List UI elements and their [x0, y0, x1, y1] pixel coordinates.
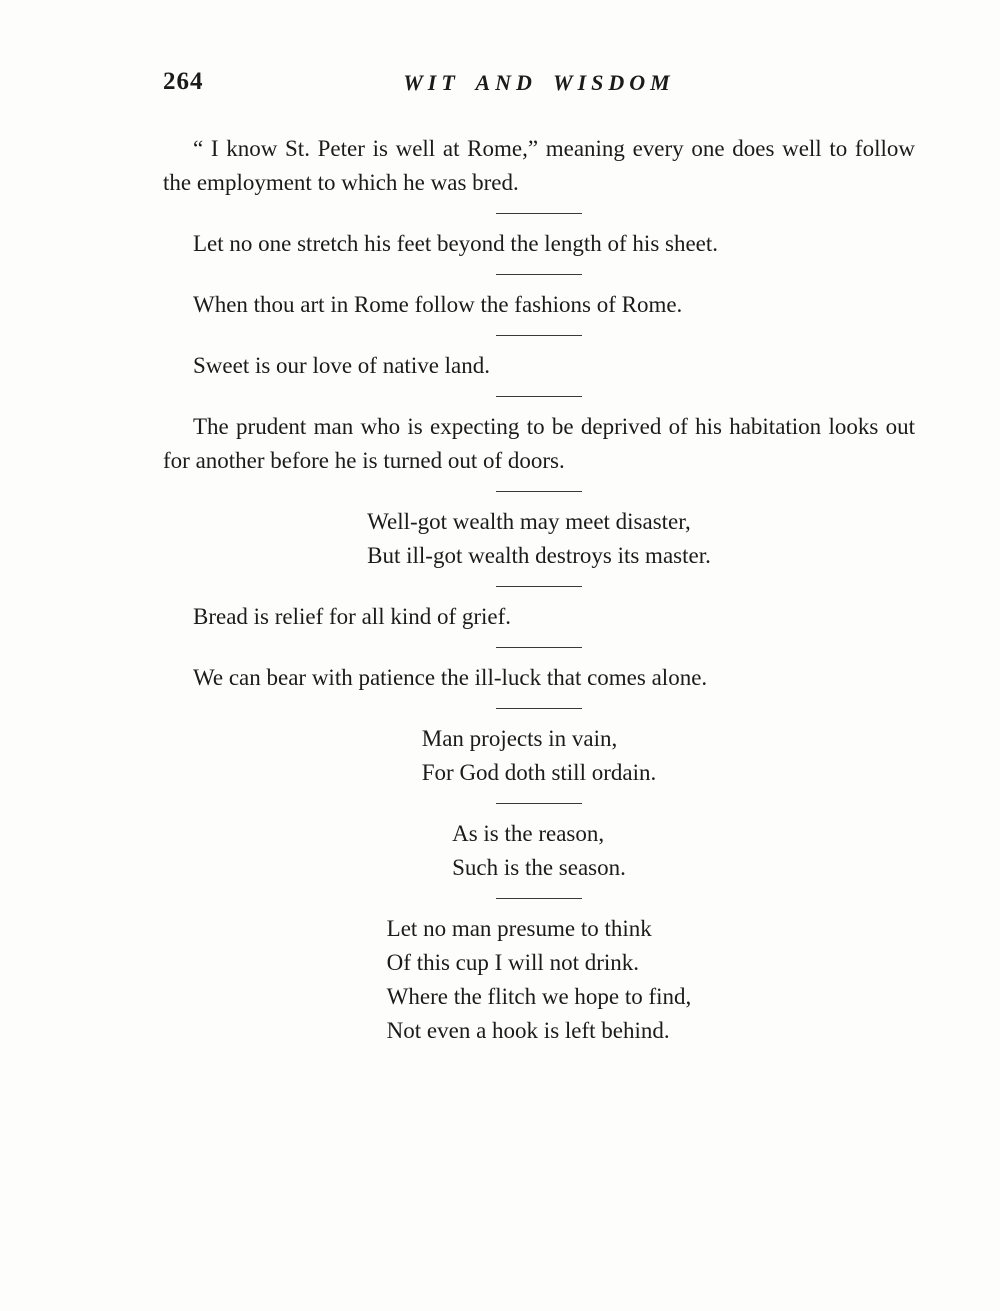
verse-lines	[387, 912, 692, 1048]
separator-rule	[496, 335, 582, 336]
verse-line: Not even a hook is left behind.	[386, 1018, 670, 1043]
verse-block	[163, 505, 915, 573]
verse-line: Let no man presume to think	[386, 916, 652, 941]
page-header-row	[163, 68, 915, 108]
proverb-paragraph: “ I know St. Peter is well at Rome,” meaning every one does well to follow the employment to which he was bred.	[163, 136, 915, 195]
verse-lines	[367, 505, 711, 573]
verse-line: Where the flitch we hope to find,	[386, 984, 692, 1009]
separator-rule	[496, 647, 582, 648]
page-content	[163, 132, 915, 1048]
verse-lines	[422, 722, 656, 790]
verse-block	[163, 722, 915, 790]
verse-line: As is the reason,	[452, 821, 605, 846]
proverb-paragraph: Sweet is our love of native land.	[193, 353, 491, 378]
verse-line: But ill-got wealth destroys its master.	[367, 543, 711, 568]
verse-lines	[452, 817, 626, 885]
verse-line: Well-got wealth may meet disaster,	[367, 509, 691, 534]
proverb-paragraph: Let no one stretch his feet beyond the length of his sheet.	[193, 231, 719, 256]
verse-block	[163, 912, 915, 1048]
page-number: 264	[163, 68, 204, 95]
verse-line: Such is the season.	[452, 855, 626, 880]
separator-rule	[496, 396, 582, 397]
separator-rule	[496, 898, 582, 899]
separator-rule	[496, 213, 582, 214]
proverb-paragraph: Bread is relief for all kind of grief.	[193, 604, 512, 629]
verse-block	[163, 817, 915, 885]
separator-rule	[496, 274, 582, 275]
separator-rule	[496, 491, 582, 492]
separator-rule	[496, 803, 582, 804]
verse-line: Man projects in vain,	[421, 726, 618, 751]
proverb-paragraph: We can bear with patience the ill-luck that comes alone.	[193, 665, 708, 690]
separator-rule	[496, 708, 582, 709]
proverb-paragraph: When thou art in Rome follow the fashions of Rome.	[193, 292, 683, 317]
proverb-paragraph: The prudent man who is expecting to be deprived of his habitation looks out for another before he is turned out of doors.	[163, 414, 915, 473]
separator-rule	[496, 586, 582, 587]
running-head-title: WIT AND WISDOM	[403, 70, 675, 95]
page-body	[163, 68, 915, 1048]
verse-line: Of this cup I will not drink.	[386, 950, 640, 975]
verse-line: For God doth still ordain.	[421, 760, 657, 785]
